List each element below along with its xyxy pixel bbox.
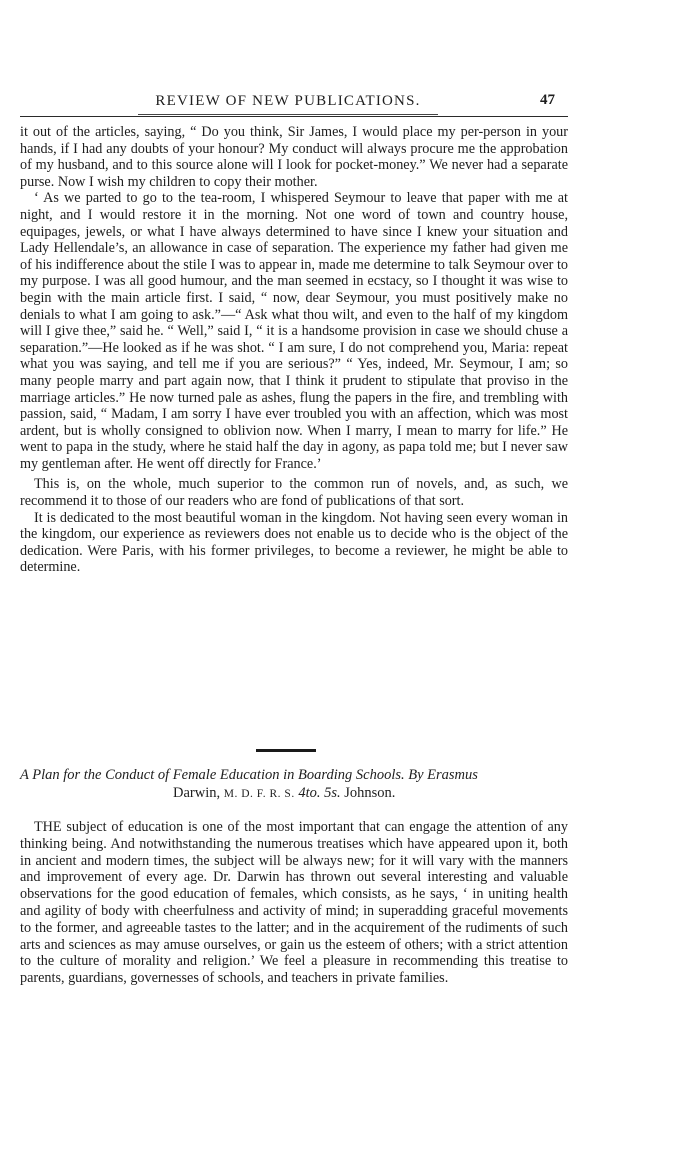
review-heading xyxy=(20,766,568,803)
format-price: 4to. 5s. xyxy=(298,785,341,801)
author-name: Darwin, xyxy=(173,785,221,801)
paragraph: THE subject of education is one of the most important that can engage the attention of any thinking being. And notwithstanding the numerous treatises which have appeared upon it, both in ancient and modern times, the subject will be always new; for it will vary with the manners and improvement of every age. Dr. Darwin has thrown out several interesting and valuable observations for the good education of females, which consists, as he says, ‘ in uniting health and agility of body with cheerfulness and activity of mind; in superadding graceful movements to the former, and agreeable tastes to the latter; and in the acquirement of the rudiments of such arts and sciences as may amuse ourselves, or gain us the esteem of others; with a strict attention to the culture of morality and religion.’ We feel a pleasure in recommending this treatise to parents, guardians, governesses of schools, and teachers in private families. xyxy=(20,819,568,987)
running-title: REVIEW OF NEW PUBLICATIONS. xyxy=(138,93,438,115)
by-label: By Erasmus xyxy=(408,767,478,783)
continued-review xyxy=(20,124,568,576)
paragraph: ‘ As we parted to go to the tea-room, I whispered Seymour to leave that paper with me at night, and I would restore it in the morning. Not one word of town and country house, equipages, jewels, or what I have always determined to have since I knew your situation and Lady Hellendale’s, an allowance in case of separation. The experience my father had given me of his indifference about the stile I was to appear in, made me determine to talk Seymour over to my purpose. I was all good humour, and the man seemed in ecstacy, so I thought it was wise to begin with the main article first. I said, “ now, dear Seymour, you must positively make no denials to what I am going to ask.”—“ Ask what thou wilt, and even to the half of my kingdom will I give thee,” said he. “ Well,” said I, “ it is a handsome provision in case we should chuse a separation.”—He looked as if he was shot. “ I am sure, I do not comprehend you, Maria: repeat what you was saying, and tell me if you are serious?” “ Yes, indeed, Mr. Seymour, I am; so many people marry and part again now, that I think it prudent to stipulate that proviso in the marriage articles.” He now turned pale as ashes, flung the papers in the fire, and trembling with passion, said, “ Madam, I am sorry I have ever troubled you with an affection, which was most ardent, but is wholly consigned to oblivion now. When I marry, I mean to marry for life.” He went to papa in the study, where he staid half the day in agony, as papa told me; but I never saw my gentleman after. He went off directly for France.’ xyxy=(20,190,568,472)
review-title-line xyxy=(20,766,568,784)
book-title: A Plan for the Conduct of Female Education in Boarding Schools. xyxy=(20,767,405,783)
paragraph: This is, on the whole, much superior to the common run of novels, and, as such, we recommend it to those of our readers who are fond of publications of that sort. xyxy=(20,476,568,510)
review-author-line xyxy=(20,784,568,803)
header-rule xyxy=(20,116,568,117)
new-review-body xyxy=(20,819,568,987)
author-credentials: M. D. F. R. S. xyxy=(223,788,295,800)
publisher: Johnson. xyxy=(344,785,396,801)
paragraph: it out of the articles, saying, “ Do you think, Sir James, I would place my per-person in your hands, if I had any doubts of your honour? My conduct will always procure me the approbation of my husband, and to this source alone will I look for pocket-money.” We never had a separate purse. Now I wish my children to copy their mother. xyxy=(20,124,568,190)
paragraph: It is dedicated to the most beautiful woman in the kingdom. Not having seen every woman in the kingdom, our experience as reviewers does not enable us to decide who is the object of the dedication. Were Paris, with his former privileges, to become a reviewer, he might be able to determine. xyxy=(20,509,568,576)
section-divider xyxy=(256,749,316,752)
page-number: 47 xyxy=(540,92,555,108)
